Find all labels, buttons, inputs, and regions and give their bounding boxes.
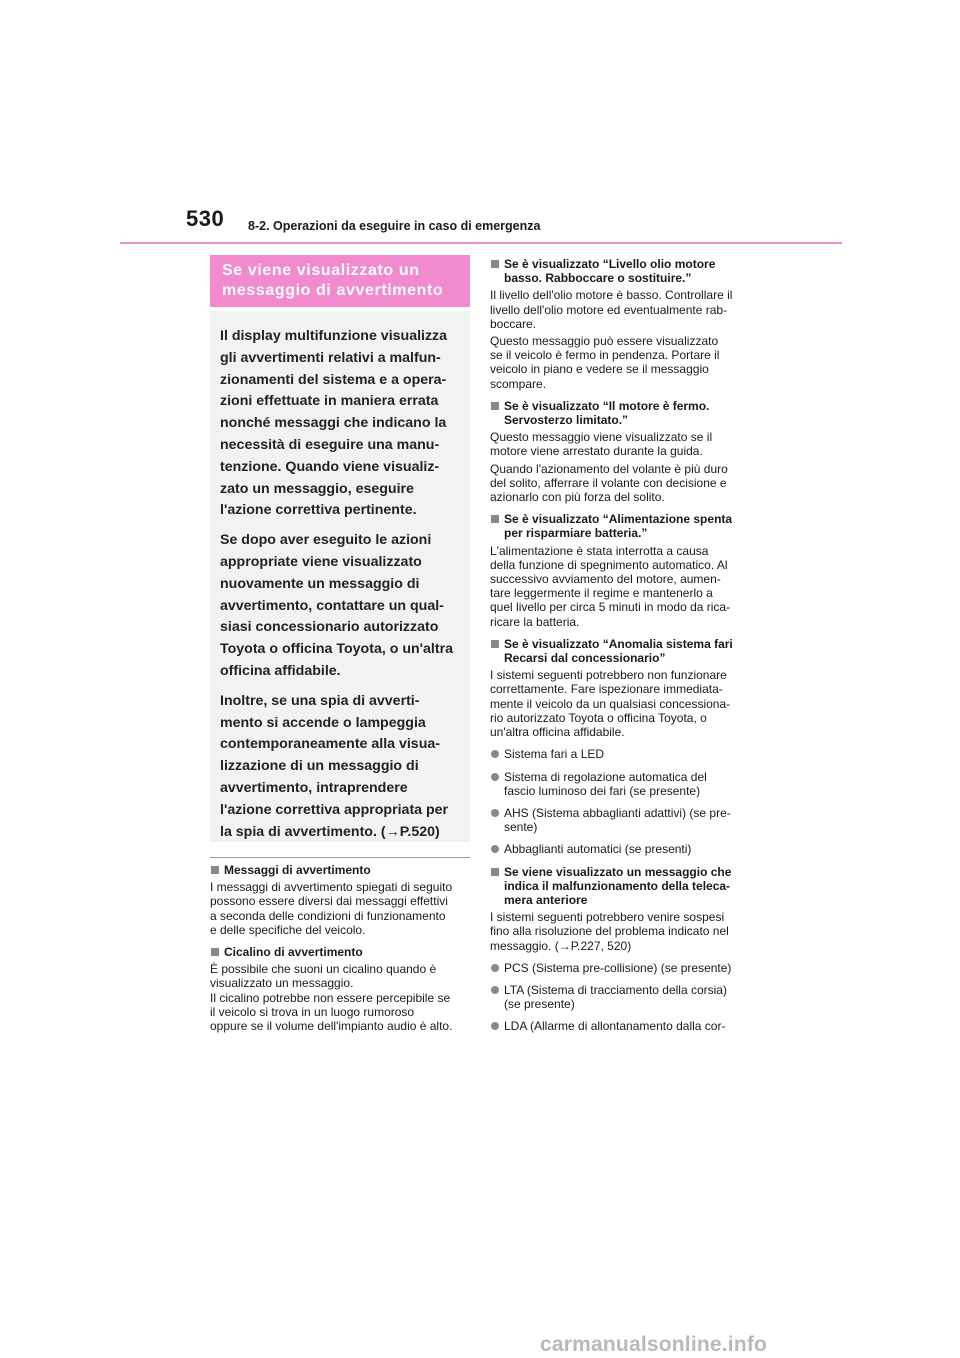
text-line: Sistema di regolazione automatica del — [504, 769, 707, 784]
text-line: Il cicalino potrebbe non essere percepibile se — [210, 990, 451, 1005]
square-bullet-icon — [211, 948, 219, 956]
text-line: veicolo in piano e vedere se il messaggio — [490, 362, 709, 377]
text-line: PCS (Sistema pre-collisione) (se presente) — [504, 960, 732, 975]
text-line: la spia di avvertimento. (→P.520) — [220, 823, 440, 840]
topic-block — [490, 257, 760, 391]
topic-block — [490, 637, 760, 857]
text-line: Se è visualizzato “Anomalia sistema fari — [504, 636, 733, 651]
text-line: Sistema fari a LED — [504, 747, 605, 762]
left-column — [210, 863, 480, 1041]
text-line: azionarlo con più forza del solito. — [490, 490, 665, 505]
square-bullet-icon — [491, 260, 499, 268]
circle-bullet-icon — [491, 750, 499, 758]
text-line: Cicalino di avvertimento — [224, 945, 363, 960]
text-line: (se presente) — [504, 997, 575, 1012]
text-line: È possibile che suoni un cicalino quando è — [210, 962, 437, 977]
topic-block — [490, 865, 760, 1034]
text-line: LTA (Sistema di tracciamento della corsia) — [504, 982, 727, 997]
topic-block — [210, 945, 480, 1033]
square-bullet-icon — [491, 402, 499, 410]
text-line: Se è visualizzato “Alimentazione spenta — [504, 512, 733, 527]
text-line: lizzazione di un messaggio di — [220, 758, 419, 775]
text-line: sente) — [504, 820, 538, 835]
topic-paragraph — [210, 880, 480, 937]
text-line: zioni effettuate in maniera errata — [220, 393, 439, 410]
column-divider — [210, 857, 470, 858]
text-line: Se è visualizzato “Il motore è fermo. — [504, 398, 710, 413]
text-line: mento si accende o lampeggia — [220, 714, 426, 731]
text-line: Se viene visualizzato un — [222, 262, 420, 279]
text-line: Questo messaggio viene visualizzato se il — [490, 430, 713, 445]
text-line: oppure se il volume dell'impianto audio è alto. — [210, 1019, 453, 1034]
intro-paragraph — [220, 326, 460, 522]
topic-heading — [210, 863, 480, 877]
section-title: 8-2. Operazioni da eseguire in caso di emergenza — [248, 219, 541, 233]
circle-bullet-icon — [491, 809, 499, 817]
topic-paragraph — [490, 910, 760, 953]
list-item — [490, 1019, 760, 1033]
text-line: scompare. — [490, 376, 547, 391]
text-line: possono essere diversi dai messaggi effettivi — [210, 894, 448, 909]
text-line: del solito, afferrare il volante con decisione e — [490, 475, 727, 490]
intro-paragraph — [220, 530, 460, 683]
text-line: siasi concessionario autorizzato — [220, 619, 439, 636]
text-line: appropriate viene visualizzato — [220, 553, 422, 570]
text-line: mente il veicolo da un qualsiasi concessiona- — [490, 696, 731, 711]
text-line: motore viene arrestato durante la guida. — [490, 444, 703, 459]
text-line: Il display multifunzione visualizza — [220, 328, 448, 344]
square-bullet-icon — [491, 515, 499, 523]
text-line: boccare. — [490, 316, 537, 331]
list-item — [490, 770, 760, 798]
text-line: Se dopo aver eseguito le azioni — [220, 532, 432, 549]
text-line: se il veicolo è fermo in pendenza. Portare il — [490, 348, 720, 363]
intro-text-box — [210, 311, 470, 842]
intro-paragraph — [220, 691, 460, 844]
topic-paragraph — [490, 430, 760, 458]
topic-paragraph — [490, 288, 760, 331]
text-line: Se viene visualizzato un messaggio che — [504, 864, 732, 879]
text-line: Abbaglianti automatici (se presenti) — [504, 842, 692, 857]
text-line: della funzione di spegnimento automatico. Al — [490, 557, 728, 572]
right-column — [490, 257, 760, 1042]
topic-block — [210, 863, 480, 937]
text-line: AHS (Sistema abbaglianti adattivi) (se pre- — [504, 805, 731, 820]
text-line: l'azione correttiva pertinente. — [220, 502, 417, 519]
text-line: nonché messaggi che indicano la — [220, 415, 447, 432]
text-line: Inoltre, se una spia di avverti- — [220, 692, 420, 709]
text-line: Messaggi di avvertimento — [224, 863, 371, 877]
text-line: Se è visualizzato “Livello olio motore — [504, 257, 716, 271]
topic-heading — [490, 637, 760, 665]
topic-heading — [490, 399, 760, 427]
text-line: basso. Rabboccare o sostituire.” — [504, 271, 692, 286]
text-line: l'azione correttiva appropriata per — [220, 801, 449, 818]
text-line: rio autorizzato Toyota o officina Toyota, o — [490, 710, 707, 725]
text-line: successivo avviamento del motore, aumen- — [490, 572, 721, 587]
text-line: officina affidabile. — [220, 662, 341, 679]
text-line: visualizzato un messaggio. — [210, 976, 354, 991]
text-line: tare leggermente il regime e mantenerlo a — [490, 586, 713, 601]
circle-bullet-icon — [491, 964, 499, 972]
square-bullet-icon — [211, 866, 219, 874]
text-line: un'altra officina affidabile. — [490, 725, 625, 740]
text-line: avvertimento, intraprendere — [220, 779, 408, 796]
text-line: Servosterzo limitato.” — [504, 413, 629, 428]
text-line: gli avvertimenti relativi a malfun- — [220, 349, 441, 366]
circle-bullet-icon — [491, 773, 499, 781]
bullet-list — [490, 747, 760, 856]
text-line: Il livello dell'olio motore è basso. Controllare il — [490, 288, 733, 303]
text-line: Recarsi dal concessionario” — [504, 651, 666, 666]
text-line: messaggio. (→P.227, 520) — [490, 938, 632, 953]
circle-bullet-icon — [491, 986, 499, 994]
text-line: ricare la batteria. — [490, 614, 580, 629]
list-item — [490, 842, 760, 856]
list-item — [490, 806, 760, 834]
text-line: zionamenti del sistema e a opera- — [220, 371, 447, 388]
text-line: Questo messaggio può essere visualizzato — [490, 334, 719, 349]
list-item — [490, 983, 760, 1011]
text-line: nuovamente un messaggio di — [220, 575, 420, 592]
topic-heading — [490, 257, 760, 285]
text-line: per risparmiare batteria.” — [504, 526, 648, 541]
text-line: mera anteriore — [504, 892, 588, 907]
text-line: LDA (Allarme di allontanamento dalla cor- — [504, 1019, 726, 1034]
topic-block — [490, 512, 760, 629]
text-line: indica il malfunzionamento della teleca- — [504, 878, 731, 893]
square-bullet-icon — [491, 868, 499, 876]
bullet-list — [490, 961, 760, 1034]
text-line: I sistemi seguenti potrebbero venire sospesi — [490, 910, 725, 925]
square-bullet-icon — [491, 640, 499, 648]
topic-block — [490, 399, 760, 504]
text-line: contemporaneamente alla visua- — [220, 736, 440, 753]
topic-heading — [210, 945, 480, 959]
text-line: zato un messaggio, eseguire — [220, 480, 414, 497]
text-line: L'alimentazione è stata interrotta a causa — [490, 543, 709, 558]
text-line: e delle specifiche del veicolo. — [210, 922, 366, 937]
watermark: carmanualsonline.info — [540, 1333, 768, 1356]
text-line: I sistemi seguenti potrebbero non funzionare — [490, 668, 727, 683]
text-line: I messaggi di avvertimento spiegati di seguito — [210, 880, 453, 895]
topic-paragraph — [490, 668, 760, 739]
topic-paragraph — [490, 462, 760, 505]
intro-title-box — [210, 255, 470, 307]
header-rule — [120, 242, 842, 244]
text-line: il veicolo si trova in un luogo rumoroso — [210, 1004, 415, 1019]
text-line: fascio luminoso dei fari (se presente) — [504, 783, 701, 798]
text-line: fino alla risoluzione del problema indicato nel — [490, 924, 729, 939]
text-line: Quando l'azionamento del volante è più duro — [490, 461, 728, 476]
text-line: Toyota o officina Toyota, o un'altra — [220, 641, 454, 658]
page-number: 530 — [186, 206, 225, 231]
topic-heading — [490, 512, 760, 540]
text-line: avvertimento, contattare un qual- — [220, 597, 444, 614]
circle-bullet-icon — [491, 1022, 499, 1030]
text-line: livello dell'olio motore ed eventualmente rab- — [490, 302, 728, 317]
topic-paragraph — [490, 544, 760, 629]
text-line: tenzione. Quando viene visualiz- — [220, 458, 440, 475]
topic-paragraph — [490, 334, 760, 391]
text-line: quel livello per circa 5 minuti in modo da rica- — [490, 600, 731, 615]
text-line: correttamente. Fare ispezionare immediata- — [490, 682, 723, 697]
topic-heading — [490, 865, 760, 908]
list-item — [490, 961, 760, 975]
text-line: necessità di eseguire una manu- — [220, 436, 440, 453]
list-item — [490, 747, 760, 761]
text-line: messaggio di avvertimento — [222, 282, 444, 299]
circle-bullet-icon — [491, 845, 499, 853]
text-line: a seconda delle condizioni di funzionamento — [210, 908, 446, 923]
topic-paragraph — [210, 962, 480, 1033]
